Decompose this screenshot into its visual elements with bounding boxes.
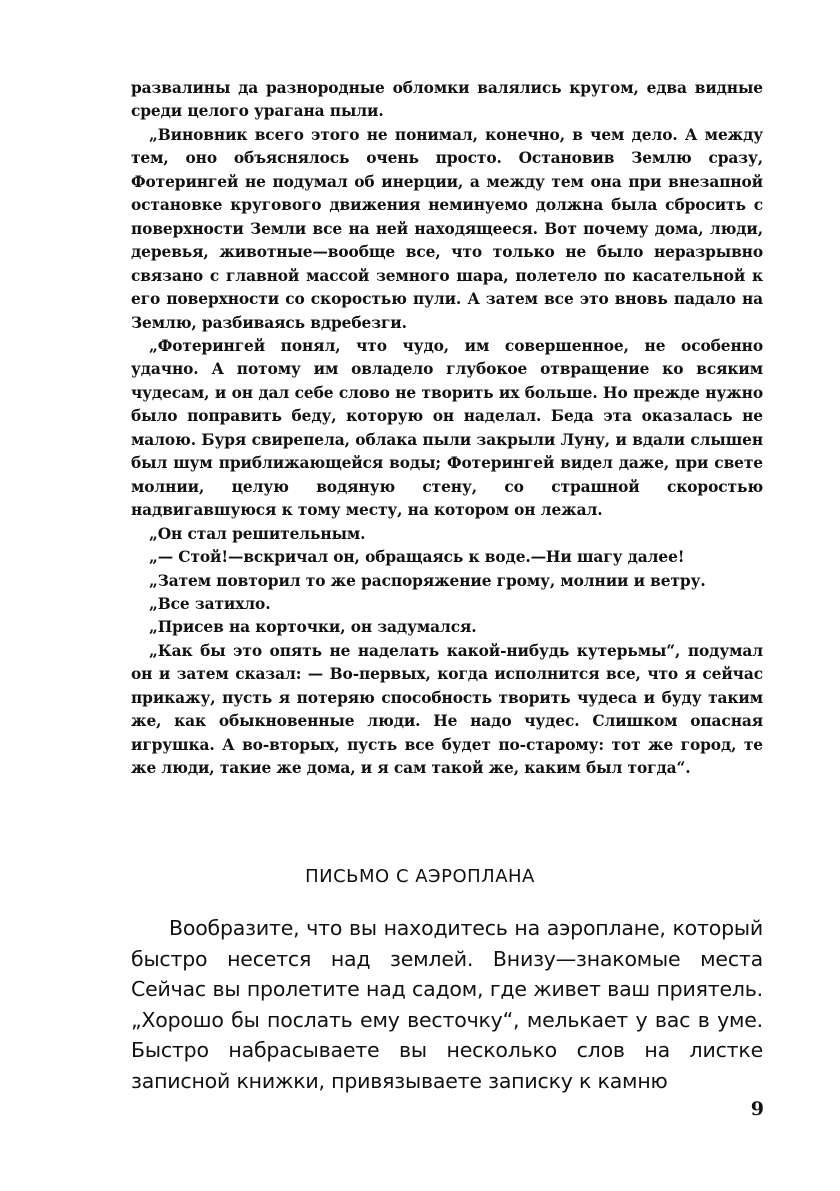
paragraph: „Он стал решительным.: [149, 524, 366, 543]
new-section-text: [131, 913, 763, 1097]
paragraph: „Фотерингей понял, что чудо, им совершенное, не особенно удачно. А потому им овладело глубокое отвращение ко всяким чудесам, и он дал себе слово не творить их больше. Но прежде нужно было поправить беду, которую он наделал. Беда эта оказалась не малою. Буря свирепела, облака пыли закрыли Луну, и вдали слышен был шум приближающейся воды; Фотерингей видел даже, при свете молнии, целую водяную стену, со страшной скоростью надвигавшуюся к тому месту, на котором он лежал.: [131, 336, 763, 520]
paragraph: „Все затихло.: [149, 594, 271, 613]
paragraph: „Затем повторил то же распоряжение грому, молнии и ветру.: [149, 571, 706, 590]
paragraph: Вообразите, что вы находитесь на аэроплане, который быстро несется над землей. Внизу—знакомые места Сейчас вы пролетите над садом, где живет ваш приятель. „Хорошо бы послать ему весточку“, мелькает у вас в уме. Быстро набрасываете вы несколько слов на листке записной книжки, привязываете записку к камню: [131, 916, 763, 1093]
paragraph: „Виновник всего этого не понимал, конечно, в чем дело. А между тем, оно объяснялось очень просто. Остановив Землю сразу, Фотерингей не подумал об инерции, а между тем она при внезапной остановке кругового движения неминуемо должна была сбросить с поверхности Земли все на ней находящееся. Вот почему дома, люди, деревья, животные—вообще все, что только не было неразрывно связано с главной массой земного шара, полетело по касательной к его поверхности со скоростью пули. А затем все это вновь падало на Землю, разбиваясь вдребезги.: [131, 125, 763, 332]
page-number: 9: [750, 1098, 764, 1120]
section-title: ПИСЬМО С АЭРОПЛАНА: [305, 866, 535, 887]
paragraph: „Как бы это опять не наделать какой-нибудь кутерьмы“, подумал он и затем сказал: — Во-первых, когда исполнится все, что я сейчас прикажу, пусть я потеряю способность творить чудеса и буду таким же, как обыкновенные люди. Не надо чудес. Слишком опасная игрушка. А во-вторых, пусть все будет по-старому: тот же город, те же люди, такие же дома, и я сам такой же, каким был тогда“.: [131, 641, 763, 778]
paragraph: „Присев на корточки, он задумался.: [149, 618, 477, 637]
previous-story-text: [131, 77, 763, 781]
paragraph-continuation: развалины да разнородные обломки валялись кругом, едва видные среди целого урагана пыли.: [131, 79, 763, 121]
paragraph: „— Стой!—вскричал он, обращаясь к воде.—Ни шагу далее!: [149, 548, 685, 567]
